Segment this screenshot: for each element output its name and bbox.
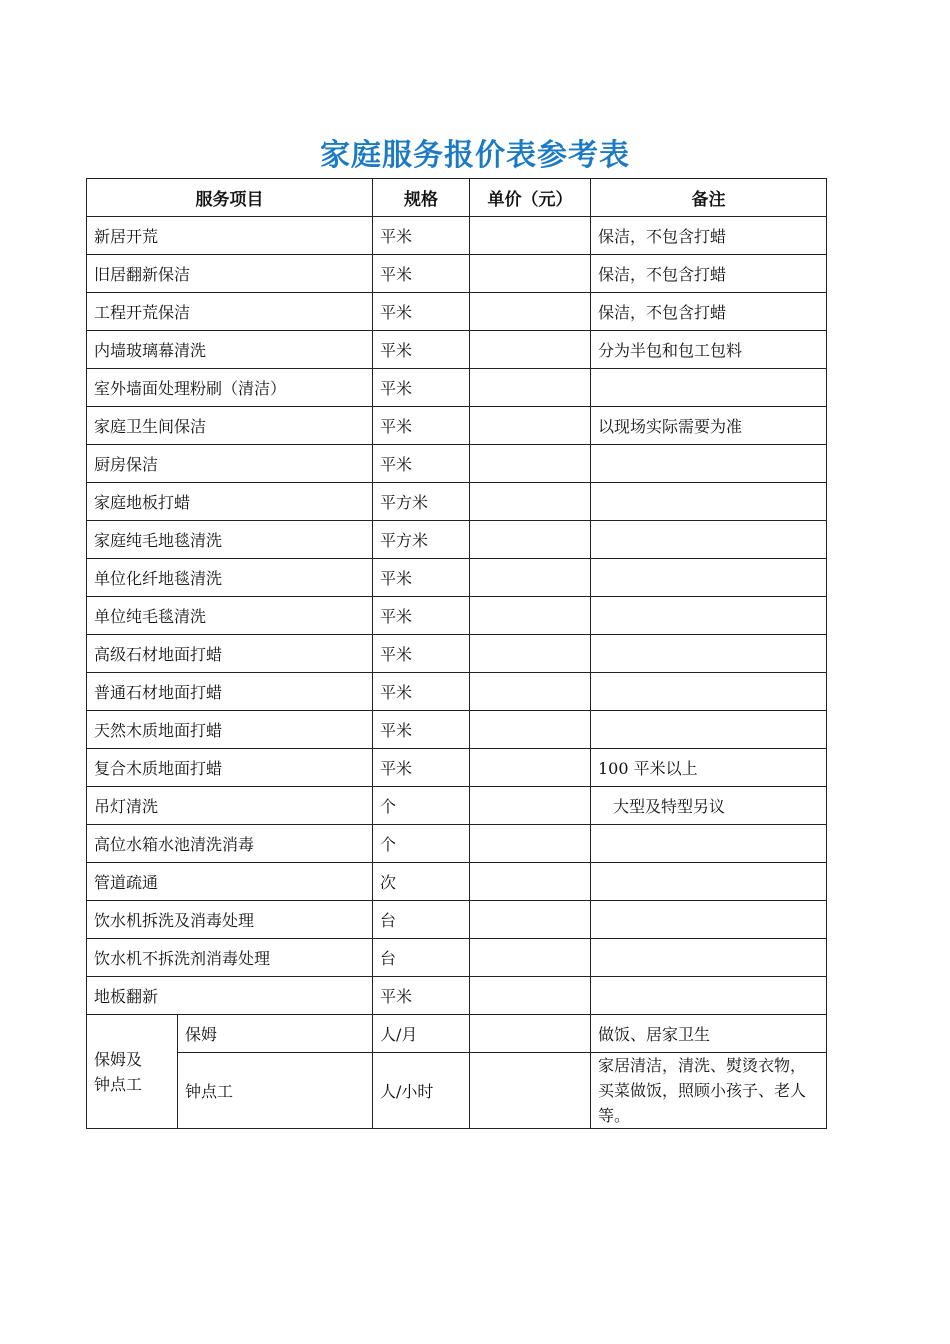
spec-cell: 台 xyxy=(373,939,470,977)
price-cell[interactable] xyxy=(470,559,591,597)
price-cell[interactable] xyxy=(470,483,591,521)
item-cell: 天然木质地面打蜡 xyxy=(87,711,373,749)
price-cell[interactable] xyxy=(470,711,591,749)
note-cell xyxy=(591,635,827,673)
header-spec: 规格 xyxy=(373,179,470,217)
table-row xyxy=(87,293,827,331)
price-cell[interactable] xyxy=(470,749,591,787)
quote-table xyxy=(86,178,827,1129)
spec-cell: 平米 xyxy=(373,977,470,1015)
table-row xyxy=(87,597,827,635)
note-cell xyxy=(591,597,827,635)
header-price: 单价（元） xyxy=(470,179,591,217)
note-cell xyxy=(591,559,827,597)
item-cell: 保姆 xyxy=(178,1015,373,1053)
spec-cell: 平米 xyxy=(373,711,470,749)
spec-cell: 平米 xyxy=(373,369,470,407)
header-note: 备注 xyxy=(591,179,827,217)
note-cell: 分为半包和包工包料 xyxy=(591,331,827,369)
note-cell xyxy=(591,369,827,407)
note-cell: 保洁，不包含打蜡 xyxy=(591,293,827,331)
note-cell: 保洁，不包含打蜡 xyxy=(591,217,827,255)
spec-cell: 平米 xyxy=(373,217,470,255)
note-cell xyxy=(591,901,827,939)
spec-cell: 平米 xyxy=(373,331,470,369)
price-cell[interactable] xyxy=(470,597,591,635)
spec-cell: 人/小时 xyxy=(373,1053,470,1129)
spec-cell: 平米 xyxy=(373,597,470,635)
table-row xyxy=(87,939,827,977)
price-cell[interactable] xyxy=(470,521,591,559)
price-cell[interactable] xyxy=(470,863,591,901)
table-row xyxy=(87,407,827,445)
item-cell: 高位水箱水池清洗消毒 xyxy=(87,825,373,863)
table-row xyxy=(87,1053,827,1129)
item-cell: 家庭卫生间保洁 xyxy=(87,407,373,445)
note-cell xyxy=(591,977,827,1015)
item-cell: 饮水机拆洗及消毒处理 xyxy=(87,901,373,939)
table-row xyxy=(87,863,827,901)
spec-cell: 次 xyxy=(373,863,470,901)
table-row xyxy=(87,559,827,597)
item-cell: 普通石材地面打蜡 xyxy=(87,673,373,711)
group-label-cell xyxy=(87,1015,178,1129)
spec-cell: 平米 xyxy=(373,407,470,445)
header-item: 服务项目 xyxy=(87,179,373,217)
item-cell: 单位纯毛毯清洗 xyxy=(87,597,373,635)
note-cell xyxy=(591,939,827,977)
note-cell: 100 平米以上 xyxy=(591,749,827,787)
spec-cell: 平米 xyxy=(373,559,470,597)
table-row xyxy=(87,825,827,863)
item-cell: 地板翻新 xyxy=(87,977,373,1015)
spec-cell: 个 xyxy=(373,787,470,825)
table-row xyxy=(87,711,827,749)
price-cell[interactable] xyxy=(470,825,591,863)
price-cell[interactable] xyxy=(470,901,591,939)
item-cell: 工程开荒保洁 xyxy=(87,293,373,331)
note-cell: 大型及特型另议 xyxy=(591,787,827,825)
table-row xyxy=(87,901,827,939)
spec-cell: 平米 xyxy=(373,635,470,673)
item-cell: 厨房保洁 xyxy=(87,445,373,483)
item-cell: 旧居翻新保洁 xyxy=(87,255,373,293)
page-title: 家庭服务报价表参考表 xyxy=(320,138,630,173)
price-cell[interactable] xyxy=(470,1015,591,1053)
item-cell: 新居开荒 xyxy=(87,217,373,255)
note-cell: 以现场实际需要为准 xyxy=(591,407,827,445)
spec-cell: 平米 xyxy=(373,673,470,711)
note-cell xyxy=(591,711,827,749)
table-row xyxy=(87,217,827,255)
item-cell: 吊灯清洗 xyxy=(87,787,373,825)
table-row xyxy=(87,445,827,483)
item-cell: 复合木质地面打蜡 xyxy=(87,749,373,787)
price-cell[interactable] xyxy=(470,217,591,255)
spec-cell: 平米 xyxy=(373,293,470,331)
note-cell xyxy=(591,825,827,863)
note-cell: 家居清洁，清洗、熨烫衣物，买菜做饭，照顾小孩子、老人等。 xyxy=(591,1053,827,1129)
note-cell: 保洁，不包含打蜡 xyxy=(591,255,827,293)
table-row xyxy=(87,1015,827,1053)
item-cell: 家庭纯毛地毯清洗 xyxy=(87,521,373,559)
note-cell xyxy=(591,673,827,711)
spec-cell: 平米 xyxy=(373,255,470,293)
price-cell[interactable] xyxy=(470,255,591,293)
item-cell: 管道疏通 xyxy=(87,863,373,901)
spec-cell: 平方米 xyxy=(373,483,470,521)
note-cell xyxy=(591,483,827,521)
price-cell[interactable] xyxy=(470,331,591,369)
price-cell[interactable] xyxy=(470,635,591,673)
price-cell[interactable] xyxy=(470,673,591,711)
table-row xyxy=(87,635,827,673)
table-row xyxy=(87,749,827,787)
table-row xyxy=(87,255,827,293)
table-row xyxy=(87,521,827,559)
note-cell: 做饭、居家卫生 xyxy=(591,1015,827,1053)
price-cell[interactable] xyxy=(470,1053,591,1129)
table-row xyxy=(87,483,827,521)
note-cell xyxy=(591,445,827,483)
table-row xyxy=(87,331,827,369)
spec-cell: 个 xyxy=(373,825,470,863)
item-cell: 高级石材地面打蜡 xyxy=(87,635,373,673)
group-label: 保姆及钟点工 xyxy=(94,1049,143,1094)
spec-cell: 台 xyxy=(373,901,470,939)
item-cell: 单位化纤地毯清洗 xyxy=(87,559,373,597)
price-cell[interactable] xyxy=(470,977,591,1015)
price-cell[interactable] xyxy=(470,445,591,483)
note-cell xyxy=(591,521,827,559)
item-cell: 家庭地板打蜡 xyxy=(87,483,373,521)
table-body xyxy=(87,217,827,1129)
price-cell[interactable] xyxy=(470,407,591,445)
table-header-row xyxy=(87,179,827,217)
table-row xyxy=(87,787,827,825)
price-cell[interactable] xyxy=(470,939,591,977)
price-cell[interactable] xyxy=(470,293,591,331)
item-cell: 室外墙面处理粉刷（清洁） xyxy=(87,369,373,407)
table-row xyxy=(87,977,827,1015)
table-row xyxy=(87,673,827,711)
spec-cell: 平米 xyxy=(373,749,470,787)
item-cell: 钟点工 xyxy=(178,1053,373,1129)
table-row xyxy=(87,369,827,407)
note-cell xyxy=(591,863,827,901)
spec-cell: 平米 xyxy=(373,445,470,483)
item-cell: 内墙玻璃幕清洗 xyxy=(87,331,373,369)
spec-cell: 人/月 xyxy=(373,1015,470,1053)
price-cell[interactable] xyxy=(470,369,591,407)
item-cell: 饮水机不拆洗剂消毒处理 xyxy=(87,939,373,977)
price-cell[interactable] xyxy=(470,787,591,825)
spec-cell: 平方米 xyxy=(373,521,470,559)
